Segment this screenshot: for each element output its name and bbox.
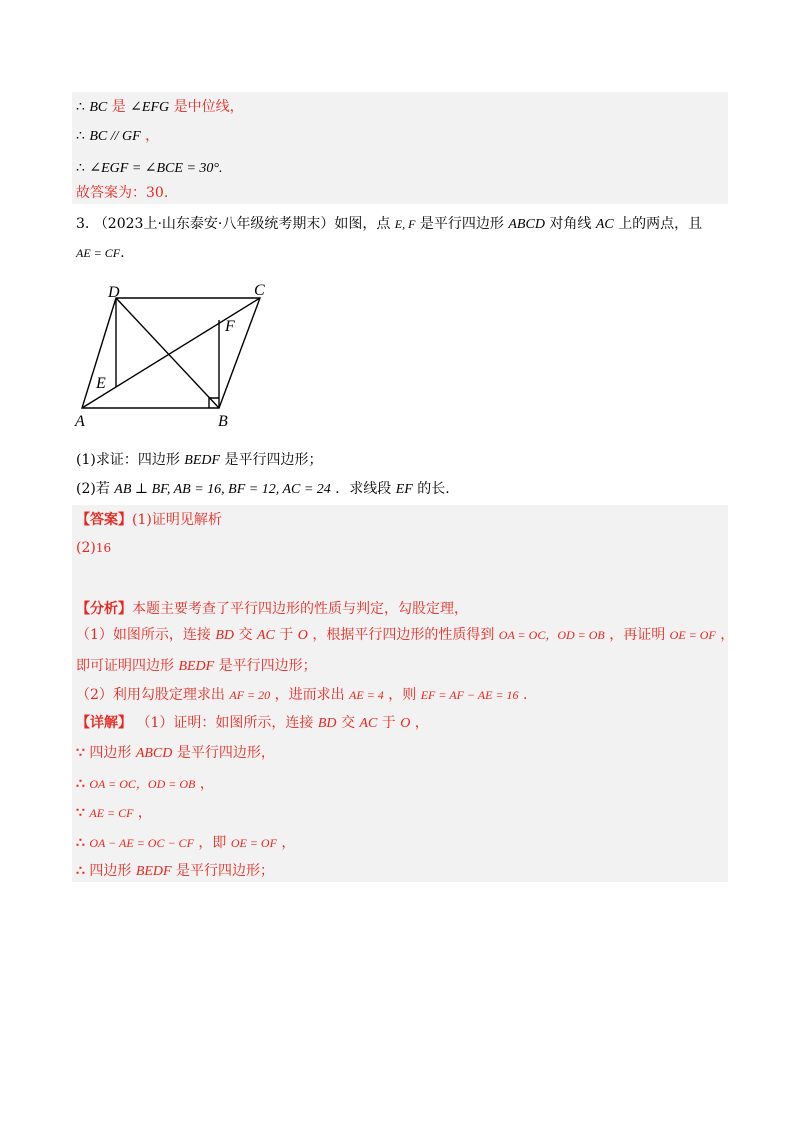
text: 的长.	[417, 481, 450, 497]
diagonal-bd	[116, 298, 219, 408]
text: 交	[238, 627, 253, 643]
label-b: B	[218, 413, 228, 430]
analysis-line-1	[76, 599, 468, 619]
text: （1）证明：如图所示，连接	[136, 715, 314, 731]
text: 是平行四边形；	[224, 452, 323, 468]
detail-line-3	[76, 774, 214, 794]
text: (1)求证：四边形	[76, 452, 180, 468]
label-f: F	[225, 318, 235, 335]
math-oe-of: OE = OF	[230, 836, 277, 850]
question-number: 3.	[76, 216, 90, 232]
math-oa-oc: OA = OC，OD = OB	[498, 628, 605, 642]
math-ae-cf: AE = CF	[89, 806, 134, 820]
detail-line-6	[76, 861, 274, 882]
math-bc: BC	[89, 100, 108, 115]
therefore-symbol: ∴	[76, 128, 85, 144]
text: 四边形	[89, 863, 132, 879]
math-ef: EF	[395, 482, 413, 497]
math-bedf: BEDF	[178, 659, 215, 674]
prev-line-2	[76, 126, 159, 147]
text: ，	[720, 627, 735, 643]
detail-label: 【详解】	[76, 715, 132, 731]
label-a: A	[75, 413, 85, 430]
because-symbol: ∵	[76, 805, 85, 821]
text: 即可证明四边形	[76, 658, 174, 674]
answer-label: 故答案为：	[76, 185, 146, 201]
math-ac: AC	[595, 217, 614, 232]
text: 是平行四边形	[419, 216, 504, 232]
text: ，再证明	[609, 627, 666, 643]
text: ，	[137, 805, 152, 821]
text: 于	[381, 715, 396, 731]
analysis-line-2	[76, 625, 734, 646]
analysis-line-3	[76, 656, 317, 677]
label-d: D	[108, 284, 120, 301]
sub-question-2	[76, 479, 450, 500]
parallelogram-figure	[74, 280, 294, 430]
text: ，	[199, 776, 214, 792]
text: 是中位线，	[173, 99, 244, 115]
math-angle-equation: ∠EGF = ∠BCE = 30°.	[89, 161, 223, 176]
math-points-ef: E, F	[394, 217, 416, 231]
math-ef-16: EF = AF − AE = 16	[420, 688, 519, 702]
text: 于	[279, 627, 294, 643]
text: 四边形	[89, 745, 132, 761]
text: .	[120, 245, 125, 261]
text: ．求线段	[335, 481, 392, 497]
therefore-symbol: ∴	[76, 160, 85, 176]
math-ae-cf: AE = CF	[76, 246, 121, 260]
math-bd: BD	[317, 716, 337, 731]
math-oe-of: OE = OF	[669, 628, 716, 642]
text: ，根据平行四边形的性质得到	[312, 627, 495, 643]
answer-label: 【答案】	[76, 512, 132, 528]
math-af-20: AF = 20	[229, 688, 271, 702]
prev-line-4	[76, 183, 168, 203]
text: 交	[340, 715, 355, 731]
detail-line-1	[76, 713, 429, 734]
math-bedf: BEDF	[135, 864, 172, 879]
answer-part-2-prefix: (2)	[76, 540, 96, 556]
text: 上的两点，且	[618, 216, 703, 232]
answer-value: 30.	[146, 185, 169, 201]
question-source: （2023上·山东泰安·八年级统考期末）如图，点	[93, 216, 391, 232]
math-parallel: BC // GF	[89, 129, 141, 144]
text: ，	[414, 715, 429, 731]
math-bedf: BEDF	[184, 453, 221, 468]
diagonal-ac	[82, 298, 260, 408]
answer-line-2	[76, 538, 111, 558]
answer-line-1	[76, 510, 222, 530]
question-3-line-1	[76, 214, 702, 235]
text: 是平行四边形；	[218, 658, 317, 674]
math-oa-ae: OA − AE = OC − CF	[89, 836, 194, 850]
math-ac: AC	[359, 716, 378, 731]
text: ，	[281, 835, 296, 851]
therefore-symbol: ∴	[76, 99, 85, 115]
detail-line-2	[76, 743, 275, 764]
text: 对角线	[549, 216, 592, 232]
text: ，	[145, 128, 160, 144]
math-ae-4: AE = 4	[349, 688, 384, 702]
label-e: E	[96, 375, 106, 392]
text: (2)若	[76, 481, 110, 497]
prev-line-1	[76, 97, 244, 118]
analysis-line-4	[76, 685, 527, 705]
math-oa-oc: OA = OC，OD = OB	[89, 777, 196, 791]
detail-line-5	[76, 833, 295, 853]
text: 是	[111, 99, 126, 115]
answer-part-2-value: 16	[95, 541, 112, 555]
text: .	[523, 687, 528, 703]
math-ac: AC	[256, 628, 275, 643]
text: ，即	[198, 835, 227, 851]
math-abcd: ABCD	[135, 746, 173, 761]
text: （1）如图所示，连接	[76, 627, 211, 643]
detail-line-4	[76, 803, 152, 823]
math-conditions: AB ⊥ BF, AB = 16, BF = 12, AC = 24	[114, 482, 331, 497]
math-bd: BD	[215, 628, 235, 643]
math-o: O	[297, 628, 308, 643]
sub-question-1	[76, 450, 323, 471]
analysis-text: 本题主要考查了平行四边形的性质与判定，勾股定理，	[132, 601, 468, 617]
therefore-symbol: ∴	[76, 776, 85, 792]
text: （2）利用勾股定理求出	[76, 687, 225, 703]
text: ，则	[388, 687, 417, 703]
text: 是平行四边形，	[176, 745, 275, 761]
because-symbol: ∵	[76, 745, 85, 761]
prev-line-3	[76, 158, 222, 179]
question-3-line-2	[76, 243, 125, 263]
therefore-symbol: ∴	[76, 863, 85, 879]
text: 是平行四边形；	[176, 863, 275, 879]
math-o: O	[400, 716, 411, 731]
therefore-symbol: ∴	[76, 835, 85, 851]
text: ，进而求出	[274, 687, 345, 703]
analysis-label: 【分析】	[76, 601, 132, 617]
math-triangle-efg: ∠EFG	[130, 100, 170, 115]
label-c: C	[254, 282, 265, 299]
answer-part-1: (1)证明见解析	[132, 512, 222, 528]
math-abcd: ABCD	[508, 217, 545, 232]
